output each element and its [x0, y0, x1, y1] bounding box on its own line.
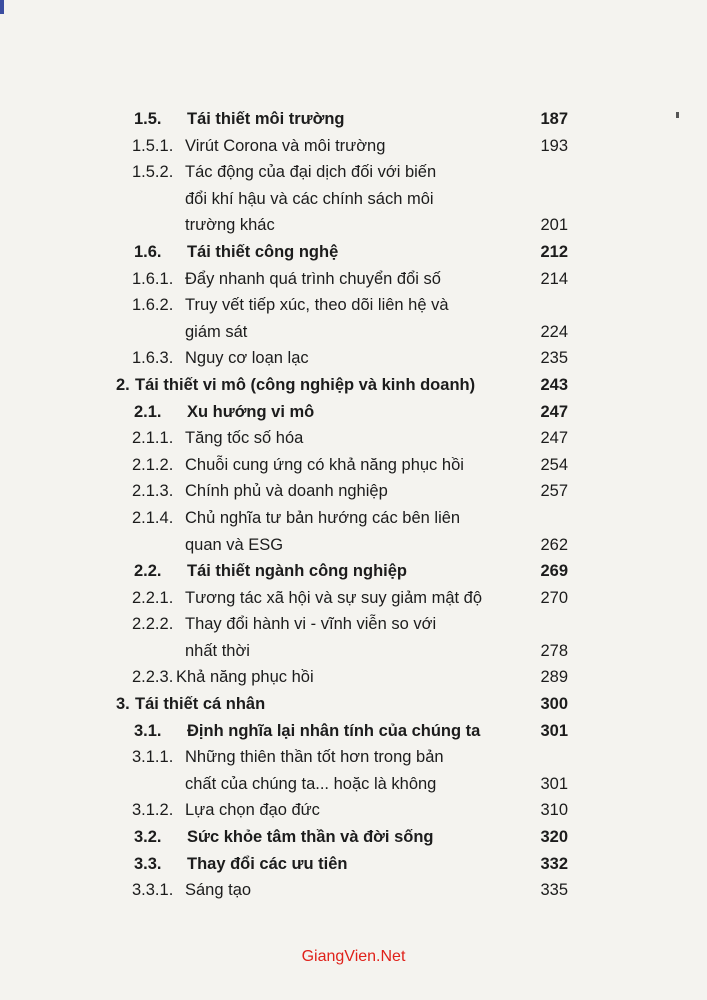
- toc-entry-number: 1.6.: [134, 242, 162, 261]
- toc-entry: [0, 638, 707, 665]
- toc-entry-title: Tái thiết vi mô (công nghiệp và kinh doanh): [135, 375, 476, 394]
- toc-entry-title: Tái thiết công nghệ: [187, 242, 339, 261]
- toc-entry: [0, 558, 707, 585]
- toc-entry-page: 247: [540, 402, 568, 421]
- toc-entry: [0, 691, 707, 718]
- toc-entry-page: 269: [540, 562, 568, 581]
- toc-entry-title: Chủ nghĩa tư bản hướng các bên liên: [185, 508, 461, 527]
- toc-entry-title: Chính phủ và doanh nghiệp: [185, 482, 388, 501]
- toc-entry-title: Định nghĩa lại nhân tính của chúng ta: [187, 721, 481, 740]
- toc-entry-title: Sáng tạo: [185, 881, 252, 900]
- toc-entry-number: 3.2.: [134, 828, 162, 847]
- toc-entry-page: 247: [540, 429, 568, 448]
- toc-entry: [0, 106, 707, 133]
- table-of-contents: [0, 106, 707, 904]
- toc-entry: [0, 585, 707, 612]
- toc-entry-number: 3.: [116, 695, 130, 714]
- toc-entry-number: 3.3.: [134, 854, 162, 873]
- toc-entry-title: Tác động của đại dịch đối với biến: [185, 163, 437, 182]
- toc-entry-title: Lựa chọn đạo đức: [185, 801, 320, 820]
- page-edge-mark: [0, 0, 4, 14]
- toc-entry-page: 301: [540, 774, 568, 793]
- toc-entry-number: 2.1.3.: [132, 482, 174, 501]
- toc-entry-page: 289: [540, 668, 568, 687]
- toc-entry: [0, 851, 707, 878]
- toc-entry: [0, 239, 707, 266]
- toc-entry-page: 262: [540, 535, 568, 554]
- toc-entry: [0, 611, 707, 638]
- toc-entry-number: 1.5.2.: [132, 163, 174, 182]
- toc-entry-number: 2.2.: [134, 562, 162, 581]
- toc-entry-number: 3.1.2.: [132, 801, 174, 820]
- toc-entry: [0, 133, 707, 160]
- toc-entry: [0, 212, 707, 239]
- toc-entry: [0, 478, 707, 505]
- toc-entry-title: đổi khí hậu và các chính sách môi: [185, 189, 434, 208]
- toc-entry-title: Tái thiết môi trường: [187, 110, 345, 128]
- toc-entry: [0, 718, 707, 745]
- toc-entry: [0, 797, 707, 824]
- toc-entry-title: Sức khỏe tâm thần và đời sống: [187, 828, 434, 847]
- toc-entry-title: Đẩy nhanh quá trình chuyển đổi số: [185, 269, 441, 288]
- toc-entry: [0, 505, 707, 532]
- toc-entry-page: 201: [540, 216, 568, 235]
- toc-entry-page: 224: [540, 322, 568, 341]
- toc-entry-page: 270: [540, 588, 568, 607]
- toc-entry-page: 301: [540, 721, 568, 740]
- toc-entry: [0, 532, 707, 559]
- toc-entry-number: 2.1.: [134, 402, 162, 421]
- toc-entry-page: 257: [540, 482, 568, 501]
- toc-entry-page: 310: [540, 801, 568, 820]
- toc-entry-page: 254: [540, 455, 568, 474]
- toc-entry: [0, 452, 707, 479]
- toc-entry-number: 2.1.1.: [132, 429, 174, 448]
- toc-entry-number: 3.3.1.: [132, 881, 174, 900]
- toc-entry-title: Những thiên thần tốt hơn trong bản: [185, 748, 444, 767]
- toc-entry-page: 235: [540, 349, 568, 368]
- toc-entry-page: 212: [540, 242, 568, 261]
- toc-entry: [0, 824, 707, 851]
- toc-entry: [0, 664, 707, 691]
- toc-entry-title: Xu hướng vi mô: [187, 402, 315, 421]
- watermark-text: GiangVien.Net: [301, 948, 406, 965]
- toc-entry-page: 214: [540, 269, 568, 288]
- toc-entry: [0, 425, 707, 452]
- toc-entry: [0, 345, 707, 372]
- toc-entry-title: Truy vết tiếp xúc, theo dõi liên hệ và: [185, 296, 449, 315]
- toc-entry-page: 300: [540, 695, 568, 714]
- toc-entry-number: 1.6.2.: [132, 296, 174, 315]
- toc-entry-number: 2.2.1.: [132, 588, 174, 607]
- toc-entry-number: 3.1.: [134, 721, 162, 740]
- toc-entry: [0, 744, 707, 771]
- toc-entry-page: 243: [540, 375, 568, 394]
- toc-entry-title: Chuỗi cung ứng có khả năng phục hồi: [185, 455, 464, 474]
- toc-entry-number: 2.2.3.: [132, 668, 174, 687]
- toc-entry-title: Thay đổi hành vi - vĩnh viễn so với: [185, 615, 437, 634]
- toc-entry-page: 332: [540, 854, 568, 873]
- toc-entry: [0, 266, 707, 293]
- toc-entry-title: Tái thiết ngành công nghiệp: [187, 562, 407, 581]
- toc-entry-number: 3.1.1.: [132, 748, 174, 767]
- toc-entry-number: 1.6.3.: [132, 349, 174, 368]
- toc-entry-title: Khả năng phục hồi: [176, 668, 314, 687]
- toc-entry: [0, 877, 707, 904]
- toc-entry-title: Tương tác xã hội và sự suy giảm mật độ: [185, 588, 483, 607]
- toc-entry-page: 187: [540, 110, 568, 128]
- toc-entry-number: 1.5.: [134, 110, 162, 128]
- toc-entry-title: Tái thiết cá nhân: [135, 695, 266, 714]
- toc-entry: [0, 159, 707, 186]
- toc-entry-number: 1.5.1.: [132, 136, 174, 155]
- toc-entry-title: trường khác: [185, 216, 275, 235]
- toc-entry-title: Virút Corona và môi trường: [185, 136, 386, 155]
- toc-entry-page: 320: [540, 828, 568, 847]
- toc-entry: [0, 399, 707, 426]
- toc-entry-page: 193: [540, 136, 568, 155]
- toc-entry: [0, 186, 707, 213]
- toc-entry-number: 2.: [116, 375, 130, 394]
- toc-entry: [0, 319, 707, 346]
- toc-entry: [0, 771, 707, 798]
- toc-entry-title: chất của chúng ta... hoặc là không: [185, 774, 437, 793]
- toc-entry-title: giám sát: [185, 322, 248, 341]
- toc-entry-title: nhất thời: [185, 641, 250, 660]
- toc-entry-page: 278: [540, 641, 568, 660]
- toc-entry: [0, 372, 707, 399]
- toc-entry-title: Nguy cơ loạn lạc: [185, 349, 309, 368]
- toc-entry-number: 2.2.2.: [132, 615, 174, 634]
- toc-entry-title: Tăng tốc số hóa: [185, 429, 304, 448]
- toc-entry-number: 1.6.1.: [132, 269, 174, 288]
- toc-entry-number: 2.1.2.: [132, 455, 174, 474]
- toc-entry-page: 335: [540, 881, 568, 900]
- toc-entry-number: 2.1.4.: [132, 508, 174, 527]
- toc-entry: [0, 292, 707, 319]
- toc-entry-title: Thay đổi các ưu tiên: [187, 854, 348, 873]
- toc-entry-title: quan và ESG: [185, 535, 284, 554]
